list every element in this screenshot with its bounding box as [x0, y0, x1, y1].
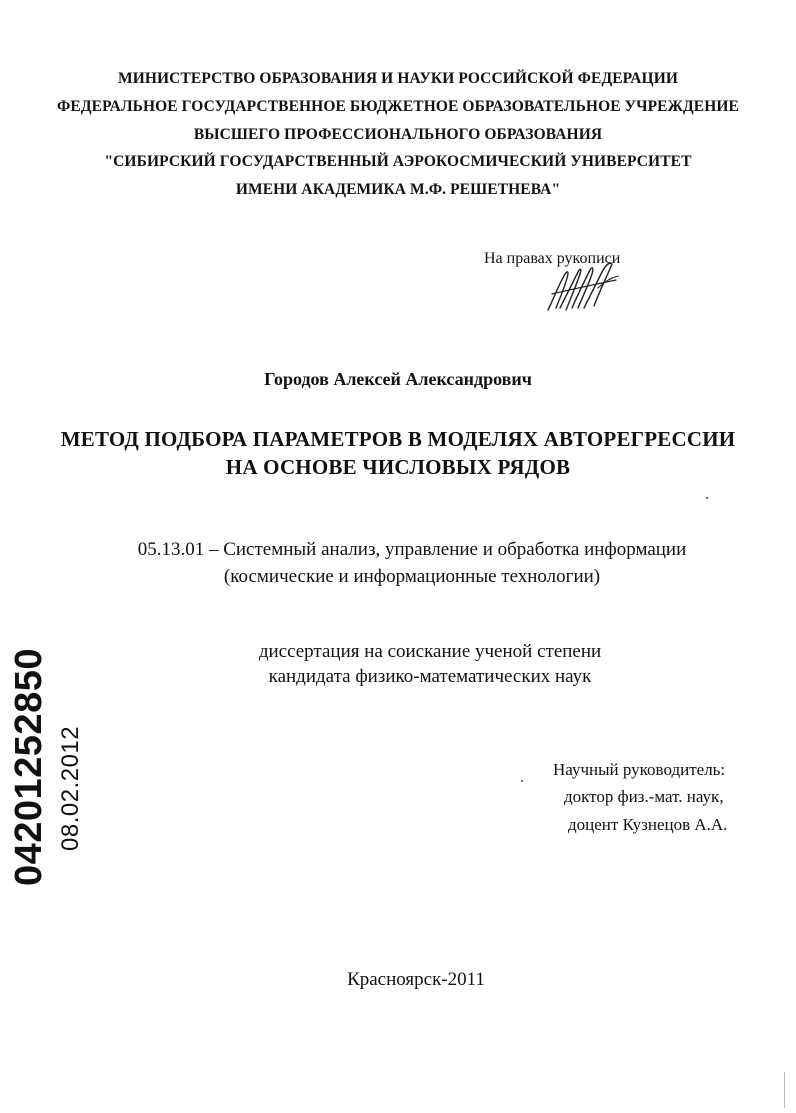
signature-icon — [538, 258, 624, 316]
scan-speck — [706, 497, 708, 499]
degree-line-1: диссертация на соискание ученой степени — [258, 641, 602, 662]
supervisor-name: доцент Кузнецов А.А. — [568, 815, 728, 834]
degree-line-2: кандидата физико-математических наук — [268, 666, 592, 687]
header-line-5: ИМЕНИ АКАДЕМИКА М.Ф. РЕШЕТНЕВА" — [235, 181, 561, 198]
library-stamp-code: 04201252850 — [8, 648, 50, 886]
author-name: Городов Алексей Александрович — [264, 369, 532, 389]
header-line-2: ФЕДЕРАЛЬНОЕ ГОСУДАРСТВЕННОЕ БЮДЖЕТНОЕ ОБРАЗОВАТЕЛЬНОЕ УЧРЕЖДЕНИЕ — [57, 98, 739, 115]
city-year: Красноярск-2011 — [347, 969, 485, 990]
specialty-line-2: (космические и информационные технологии) — [223, 566, 601, 587]
header-line-3: ВЫСШЕГО ПРОФЕССИОНАЛЬНОГО ОБРАЗОВАНИЯ — [193, 126, 603, 143]
header-line-4: "СИБИРСКИЙ ГОСУДАРСТВЕННЫЙ АЭРОКОСМИЧЕСКИЙ УНИВЕРСИТЕТ — [104, 153, 692, 170]
header-line-1: МИНИСТЕРСТВО ОБРАЗОВАНИЯ И НАУКИ РОССИЙСКОЙ ФЕДЕРАЦИИ — [117, 70, 679, 87]
scan-speck-2 — [521, 780, 523, 782]
scan-edge-artifact — [784, 1072, 785, 1108]
manuscript-note: На правах рукописи — [484, 250, 621, 267]
title-line-1: МЕТОД ПОДБОРА ПАРАМЕТРОВ В МОДЕЛЯХ АВТОРЕГРЕССИИ — [60, 427, 736, 451]
supervisor-label: Научный руководитель: — [553, 760, 726, 779]
specialty-line-1: 05.13.01 – Системный анализ, управление и обработка информации — [137, 539, 687, 560]
supervisor-degree: доктор физ.-мат. наук, — [564, 787, 724, 806]
title-line-2: НА ОСНОВЕ ЧИСЛОВЫХ РЯДОВ — [225, 455, 571, 479]
library-stamp-date: 08.02.2012 — [57, 725, 84, 851]
